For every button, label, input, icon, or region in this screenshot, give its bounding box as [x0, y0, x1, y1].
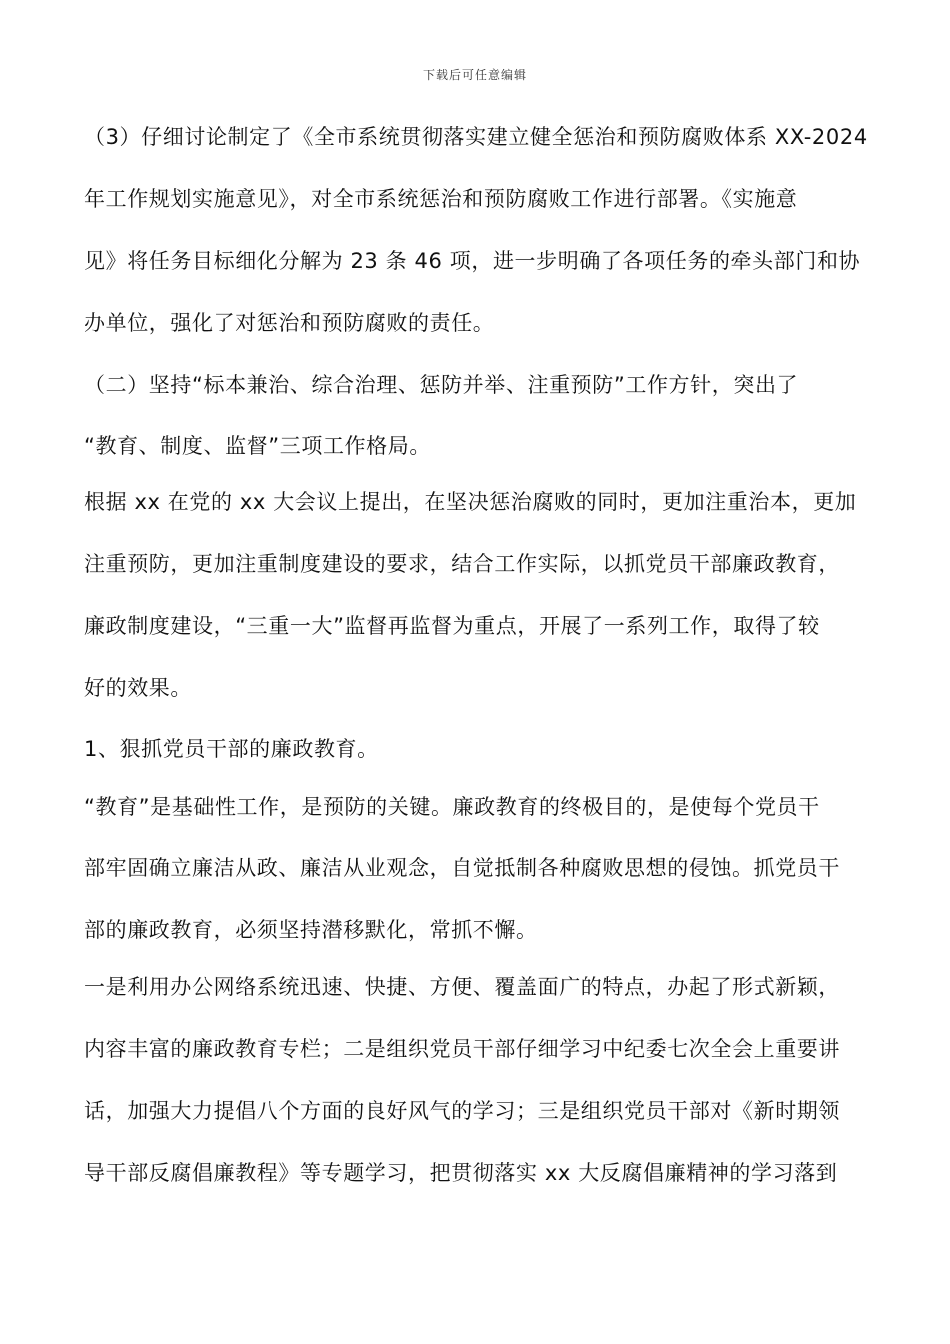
text-line: （3）仔细讨论制定了《全市系统贯彻落实建立健全惩治和预防腐败体系 XX-2024	[84, 125, 868, 149]
text-line: 注重预防，更加注重制度建设的要求，结合工作实际，以抓党员干部廉政教育，	[84, 552, 840, 576]
text-line: 导干部反腐倡廉教程》等专题学习，把贯彻落实 xx 大反腐倡廉精神的学习落到	[84, 1161, 838, 1185]
text-line: 办单位，强化了对惩治和预防腐败的责任。	[84, 311, 495, 335]
header-note: 下载后可任意编辑	[422, 68, 527, 82]
section-heading: “教育、制度、监督”三项工作格局。	[84, 434, 431, 458]
text-line: 好的效果。	[84, 676, 192, 700]
section-heading: （二）坚持“标本兼治、综合治理、惩防并举、注重预防”工作方针，突出了	[84, 373, 799, 397]
text-line: 根据 xx 在党的 xx 大会议上提出，在坚决惩治腐败的同时，更加注重治本，更加	[84, 490, 857, 514]
text-line: 年工作规划实施意见》，对全市系统惩治和预防腐败工作进行部署。《实施意	[84, 187, 798, 211]
text-line: 部的廉政教育，必须坚持潜移默化，常抓不懈。	[84, 918, 538, 942]
text-line: “教育”是基础性工作，是预防的关键。廉政教育的终极目的，是使每个党员干	[84, 795, 820, 819]
subsection-heading: 1、狠抓党员干部的廉政教育。	[84, 737, 379, 761]
text-line: 廉政制度建设，“三重一大”监督再监督为重点，开展了一系列工作，取得了较	[84, 614, 820, 638]
text-line: 内容丰富的廉政教育专栏；二是组织党员干部仔细学习中纪委七次全会上重要讲	[84, 1037, 840, 1061]
text-line: 话，加强大力提倡八个方面的良好风气的学习；三是组织党员干部对《新时期领	[84, 1099, 840, 1123]
text-line: 一是利用办公网络系统迅速、快捷、方便、覆盖面广的特点，办起了形式新颖，	[84, 975, 840, 999]
text-line: 见》将任务目标细化分解为 23 条 46 项，进一步明确了各项任务的牵头部门和协	[84, 249, 861, 273]
text-line: 部牢固确立廉洁从政、廉洁从业观念，自觉抵制各种腐败思想的侵蚀。抓党员干	[84, 856, 840, 880]
